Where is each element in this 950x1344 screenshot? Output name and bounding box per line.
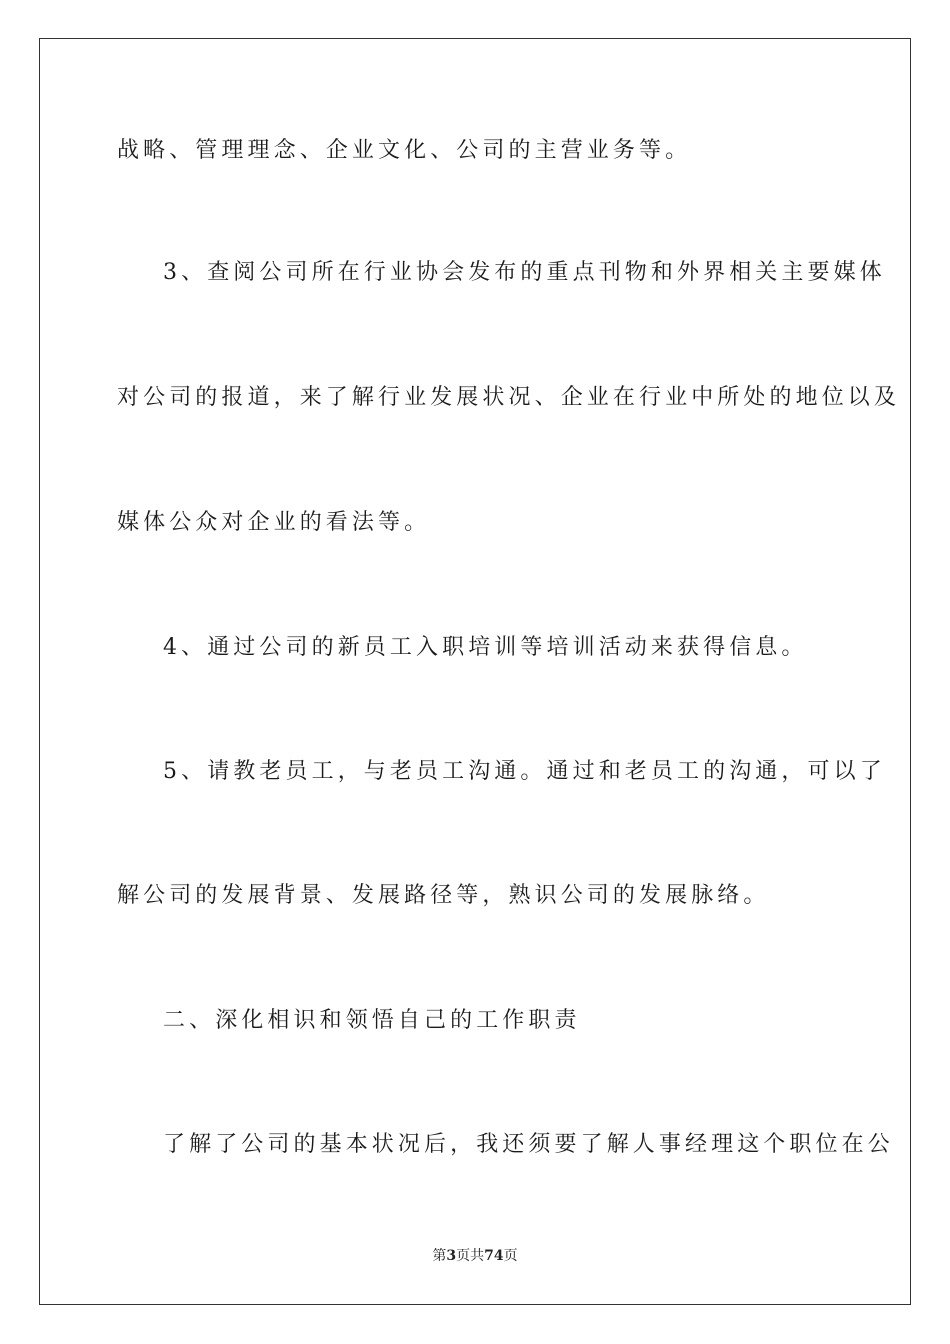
text-line-4: 媒体公众对企业的看法等。 — [117, 510, 431, 535]
footer-page-number: 3 — [446, 1248, 457, 1264]
text-line-6: 5、请教老员工，与老员工沟通。通过和老员工的沟通，可以了 — [163, 759, 886, 784]
page-border — [39, 38, 911, 1305]
footer-total-suffix: 页 — [503, 1248, 518, 1264]
text-line-9: 了解了公司的基本状况后，我还须要了解人事经理这个职位在公 — [163, 1132, 894, 1157]
footer-total-prefix: 共 — [470, 1248, 485, 1264]
page-footer — [0, 1247, 950, 1265]
footer-total-pages: 74 — [484, 1248, 504, 1264]
text-line-3: 对公司的报道，来了解行业发展状况、企业在行业中所处的地位以及 — [117, 385, 901, 410]
text-line-2: 3、查阅公司所在行业协会发布的重点刊物和外界相关主要媒体 — [163, 260, 886, 285]
text-line-5: 4、通过公司的新员工入职培训等培训活动来获得信息。 — [163, 635, 808, 660]
footer-page-suffix: 页 — [456, 1248, 471, 1264]
section-heading: 二、深化相识和领悟自己的工作职责 — [163, 1008, 581, 1033]
text-line-7: 解公司的发展背景、发展路径等，熟识公司的发展脉络。 — [117, 883, 770, 908]
footer-page-prefix: 第 — [432, 1248, 447, 1264]
text-line-1: 战略、管理理念、企业文化、公司的主营业务等。 — [117, 138, 692, 163]
